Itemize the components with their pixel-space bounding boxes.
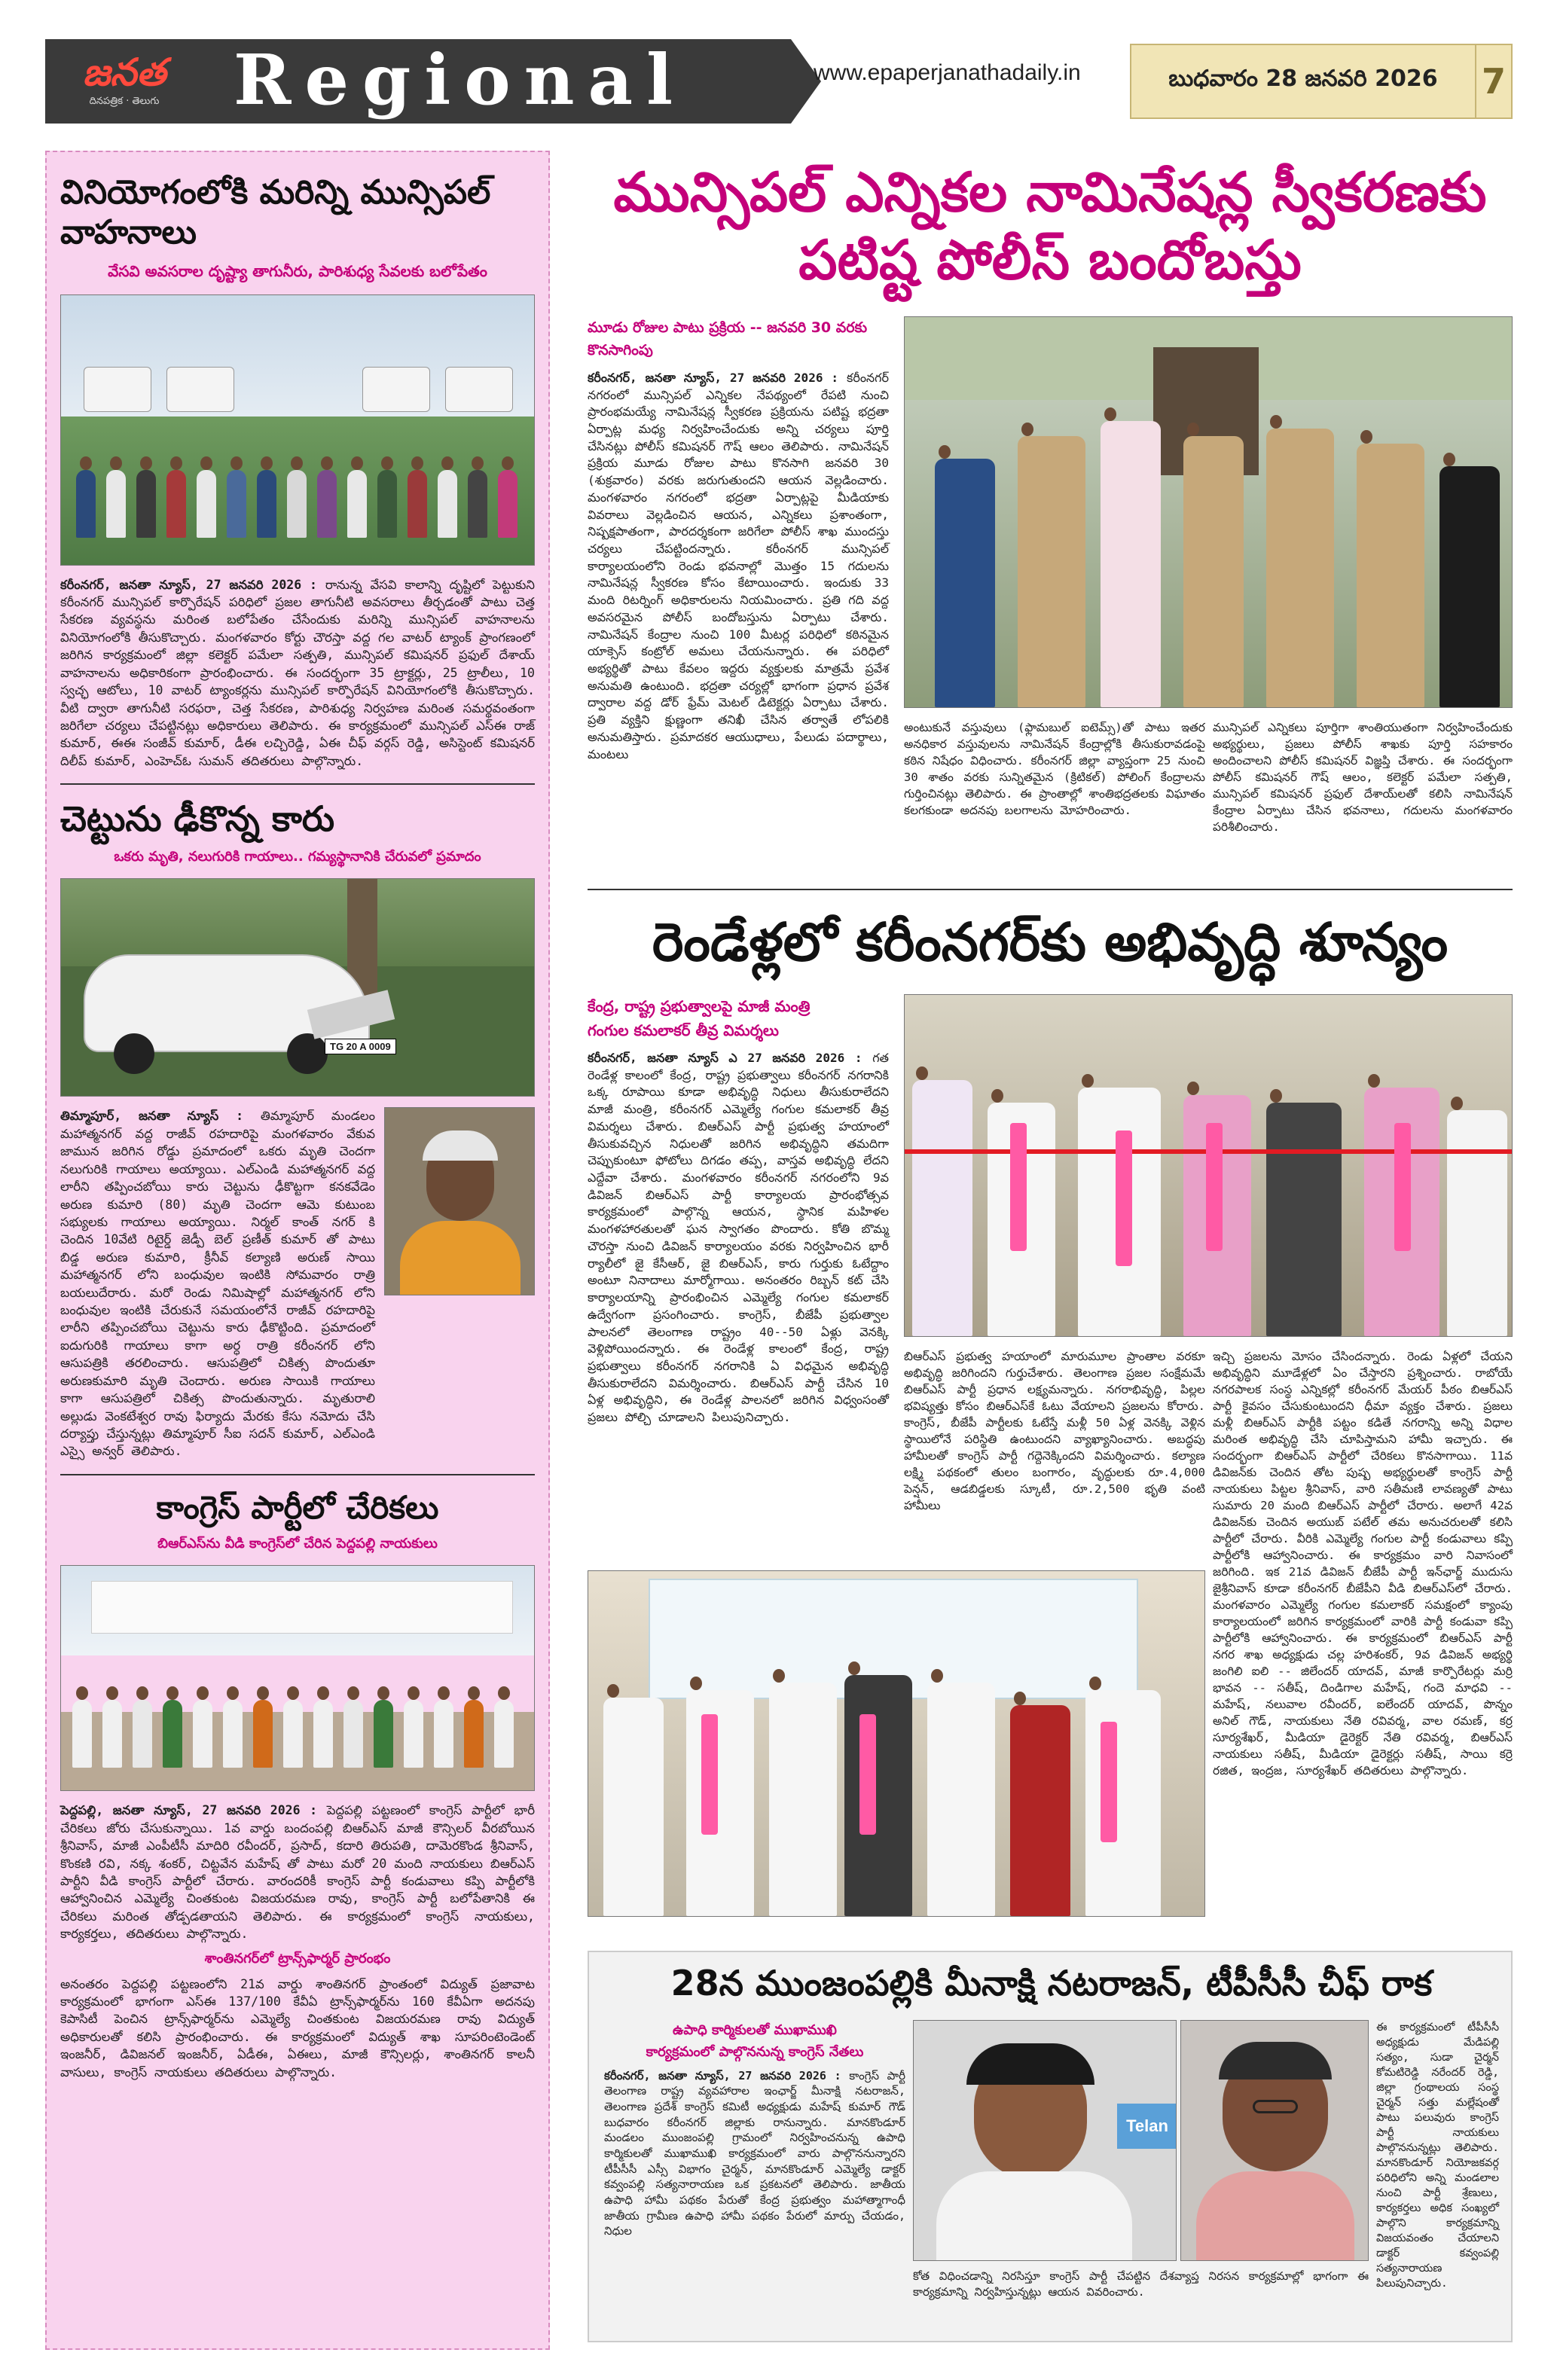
lead-column-1	[588, 316, 889, 763]
story2-headline[interactable]: చెట్టును ఢీకొన్న కారు	[60, 798, 335, 840]
story6-text-col1: కాంగ్రెస్ పార్టీ తెలంగాణ రాష్ట్ర వ్యవహారాల ఇంఛార్జ్ మీనాక్షి నటరాజన్, తెలంగాణ ప్రదేశ్ కాంగ్రెస్ కమిటీ అధ్యక్షుడు మహేష్ కుమార్ గౌడ్ బుధవారం కరీంనగర్ జిల్లాకు రానున్నారు. మానకొండూర్ మండలం ముంజంపల్లి గ్రామంలో నిర్వహించనున్న ఉపాధి కార్మికులతో ముఖాముఖి కార్యక్రమంలో వారు పాల్గొననున్నారని టీపీసీసీ ఎస్సీ విభాగం చైర్మన్, మానకొండూర్ ఎమ్మెల్యే డాక్టర్ కవ్వంపల్లి సత్యనారాయణ ఒక ప్రకటనలో తెలిపారు. జాతీయ ఉపాధి హామీ పథకం పేరుతో కేంద్ర ప్రభుత్వం మహాత్మాగాంధీ జాతీయ గ్రామీణ ఉపాధి హామీ పథకం పేరులో మార్పు చేయడం, నిధుల	[604, 2068, 905, 2238]
epaper-url-link[interactable]: www.epaperjanathadaily.in	[814, 60, 1081, 85]
story6-leader-photo-1	[913, 2020, 1177, 2261]
story6-body-col1	[604, 2068, 905, 2240]
issue-date: బుధవారం 28 జనవరి 2026	[1130, 44, 1476, 119]
story1-text: రానున్న వేసవి కాలాన్ని దృష్టిలో పెట్టుకుని కరీంనగర్ మున్సిపల్ కార్పొరేషన్ పరిధిలో ప్రజల తాగునీటి అవసరాలు తీర్చడంతో పాటు చెత్త సేకరణ వ్యవస్థను మరింత బలోపేతం చేసేందుకు మరిన్ని మున్సిపల్ వాహనాలను వినియోగంలోకి తీసుకొచ్చారు. మంగళవారం కోర్టు చౌరస్తా వద్ద గల వాటర్ ట్యాంక్ ప్రాంగణంలో జరిగిన కార్యక్రమంలో జిల్లా కలెక్టర్ పమేలా సత్పతి, మున్సిపల్ కమిషనర్ ప్రఫుల్ దేశాయ్ వాహనాలను అధికారికంగా ప్రారంభించారు. ఈ సందర్భంగా 35 ట్రాక్టర్లు, 25 ట్రాలీలు, 10 స్వచ్ఛ ఆటోలు, 10 వాటర్ ట్యాంకర్లను మున్సిపల్ కార్పొరేషన్ వినియోగంలోకి తీసుకొచ్చారు. వీటి ద్వారా తాగునీటి సరఫరా, చెత్త సేకరణ, పారిశుధ్య నిర్వహణ మరింత సమర్థవంతంగా జరిగేలా చర్యలు చేపట్టినట్లు అధికారులు తెలిపారు. ఈ కార్యక్రమంలో మున్సిపల్ ఎస్ఈ రాజ్ కుమార్, ఈఈ సంజీవ్ కుమార్, డీఈ లచ్చిరెడ్డి, ఏఈ చీఫ్ వర్గస్ రెడ్డి, అసిస్టెంట్ కమిషనర్ దిలీప్ కుమార్, ఎంహెచ్ఓ సుమన్ తదితరులు పాల్గొన్నారు.	[60, 577, 536, 768]
story1-vehicles-photo	[60, 294, 535, 566]
lead-body-col2: అంటుకునే వస్తువులు (ఫ్లామబుల్ ఐటెమ్స్)తో పాటు ఇతర అనధికార వస్తువులను నామినేషన్ కేంద్రాల్లోకి తీసుకురావడంపై కఠిన నిషేధం విధించారు. కరీంనగర్ జిల్లా వ్యాప్తంగా 25 నుంచి 30 శాతం వరకు సున్నితమైన (క్రిటికల్) పోలింగ్ కేంద్రాలను గుర్తించినట్లు తెలిపారు. ఈ ప్రాంతాల్లో శాంతిభద్రతలకు విఘాతం కలగకుండా అదనపు బలగాలను మోహరించారు.	[904, 721, 1205, 817]
logo-wordmark: జనత	[82, 50, 166, 94]
story3-body	[60, 1802, 535, 1942]
lead-text-col1: కరీంనగర్ నగరంలో మున్సిపల్ ఎన్నికల నేపథ్యంలో రేపటి నుంచి ప్రారంభమయ్యే నామినేషన్ల స్వీకరణ ప్రక్రియను పటిష్ట భద్రతా ఏర్పాట్ల మధ్య నిర్వహించేందుకు అన్ని చర్యలు పూర్తి చేసినట్లు పోలీస్ కమిషనర్ గౌష్ ఆలం తెలిపారు. నామినేషన్ ప్రక్రియ మూడు రోజుల పాటు కొనసాగి జనవరి 30 (శుక్రవారం) వరకు జరుగుతుందని ఆయన వెల్లడించారు. మంగళవారం నగరంలో భద్రతా ఏర్పాట్లపై మీడియాకు వివరాలు వెల్లడించిన ఆయన, ఎన్నికలు ప్రశాంతంగా, నిష్పక్షపాతంగా, పారదర్శకంగా జరిగేలా పోలీస్ శాఖ ముందస్తు చర్యలు చేపట్టిందన్నారు. కరీంనగర్ మున్సిపల్ కార్యాలయంలోని రెండు భవనాల్లో మొత్తం 15 గదులను నామినేషన్ల స్వీకరణ కోసం కేటాయించారు. ఇందుకు 33 మంది రిటర్నింగ్ అధికారులను నియమించారు. ప్రతి గది వద్ద అవసరమైన పోలీస్ బందోబస్తును ఏర్పాటు చేశారు. నామినేషన్ కేంద్రాల నుంచి 100 మీటర్ల పరిధిలో కఠినమైన యాక్సెస్ కంట్రోల్ అమలు చేయనున్నారు. ఈ పరిధిలో అభ్యర్థితో పాటు కేవలం ఇద్దరు వ్యక్తులకు మాత్రమే ప్రవేశ అనుమతి ఉంటుంది. భద్రతా చర్యల్లో భాగంగా ప్రధాన ప్రవేశ ద్వారాల వద్ద డోర్ ఫ్రేమ్ మెటల్ డిటెక్టర్లు ఏర్పాటు చేశారు. ప్రతి వ్యక్తిని క్షుణ్ణంగా తనిఖీ చేసిన తర్వాతే లోపలికి అనుమతిస్తారు. ప్రమాదకర ఆయుధాలు, పేలుడు పదార్థాలు, మంటలు	[588, 370, 889, 761]
story5-ribbon-cutting-photo	[904, 994, 1513, 1337]
story6-headline[interactable]: 28న ముంజంపల్లికి మీనాక్షి నటరాజన్, టీపీసీసీ చీఫ్ రాక	[670, 1963, 1433, 2003]
story5-subhead1: కేంద్ర, రాష్ట్ర ప్రభుత్వాలపై మాజీ మంత్రి	[588, 997, 811, 1015]
lead-dateline: కరీంనగర్, జనతా న్యూస్, 27 జనవరి 2026 :	[588, 370, 839, 385]
story6-leader-photo-2	[1180, 2020, 1369, 2261]
lead-police-photo	[904, 316, 1513, 708]
story1-subhead: వేసవి అవసరాల దృష్ట్యా తాగునీరు, పారిశుధ్య సేవలకు బలోపేతం	[108, 261, 487, 280]
story3-dateline: పెద్దపల్లి, జనతా న్యూస్, 27 జనవరి 2026 :	[60, 1803, 318, 1818]
story5-text-col1: గత రెండేళ్ల కాలంలో కేంద్ర, రాష్ట్ర ప్రభుత్వాలు కరీంనగర్ నగరానికి ఒక్క రూపాయి కూడా అభివృద్ధి నిధులు తీసుకురాలేదని మాజీ మంత్రి, కరీంనగర్ ఎమ్మెల్యే గంగుల కమలాకర్ తీవ్ర విమర్శలు చేశారు. బిఆర్ఎస్ పార్టీ ప్రభుత్వ హయాంలో తీసుకువచ్చిన నిధులతో జరిగిన అభివృద్ధిని తమదిగా చెప్పుకుంటూ ఫోటోలు దిగడం తప్ప, వాస్తవ అభివృద్ధి లేదని ఎద్దేవా చేశారు. మంగళవారం కరీంనగర్ నగరంలోని 9వ డివిజన్ బిఆర్ఎస్ పార్టీ కార్యాలయ ప్రారంభోత్సవ కార్యక్రమంలో పాల్గొన్న ఆయన, స్థానిక మహిళల మంగళహారతులతో ఘన స్వాగతం పొందారు. కోతి బొమ్మ చౌరస్తా నుంచి డివిజన్ కార్యాలయం వరకు నిర్వహించిన భారీ ర్యాలీలో జై కేసీఆర్, జై బిఆర్ఎస్, కారు గుర్తుకు ఓటేద్దాం అంటూ నినాదాలు మార్మోగాయి. అనంతరం రిబ్బన్ కట్ చేసి కార్యాలయాన్ని ప్రారంభించిన ఎమ్మెల్యే గంగుల కమలాకర్ ఉద్వేగంగా ప్రసంగించారు. కాంగ్రెస్, బీజేపీ ప్రభుత్వాల పాలనలో తెలంగాణ రాష్ట్రం 40--50 ఏళ్లు వెనక్కి వెళ్లిపోయిందన్నారు. ఈ రెండేళ్ల కాలంలో కేంద్ర, రాష్ట్ర ప్రభుత్వాలు కరీంనగర్ నగరానికి ఏ విధమైన అభివృద్ధి తీసుకురాలేదని విమర్శించారు. బిఆర్ఎస్ పార్టీ చేసిన 10 ఏళ్ల అభివృద్ధిని, ఈ రెండేళ్ల పాలనలో జరిగిన విధ్వంసంతో ప్రజలు పోల్చి చూడాలని పిలుపునిచ్చారు.	[588, 1051, 889, 1425]
lead-headline[interactable]: మున్సిపల్ ఎన్నికల నామినేషన్ల స్వీకరణకు పటిష్ట పోలీస్ బందోబస్తు	[613, 160, 1487, 291]
story5-body-col3: ఇచ్చి ప్రజలను మోసం చేసిందన్నారు. రెండు ఏళ్లలో చేయని అభివృద్ధిని మూడేళ్లలో ఏం చేస్తారని ప్రశ్నించారు. రాబోయే నగరపాలక సంస్థ ఎన్నికల్లో కరీంనగర్ మేయర్ పీఠం బిఆర్ఎస్ పార్టీ కైవసం చేసుకుంటుందని ధీమా వ్యక్తం చేశారు. ప్రజలు మళ్లీ బిఆర్ఎస్ పార్టీకి పట్టం కడితే నగరాన్ని అన్ని విధాల మరింత అభివృద్ధి చేసి చూపిస్తామని హామీ ఇచ్చారు. ఈ సందర్భంగా బిఆర్ఎస్ పార్టీలో చేరికలు కొనసాగాయి. 11వ డివిజన్‌కు చెందిన తోట పుష్ప అభ్యర్థులతో కాంగ్రెస్ పార్టీ నాయకులు పిట్టల శ్రీనివాస్, వారి సతీమణి లావణ్యతో పాటు సుమారు 20 మంది బిఆర్ఎస్ పార్టీలో చేరారు. అలాగే 42వ డివిజన్‌కు చెందిన అయుబ్ పటేల్ తమ అనుచరులతో కలిసి పార్టీలో చేరారు. వీరికి ఎమ్మెల్యే గంగుల పార్టీ కండువాలు కప్పి పార్టీలోకి ఆహ్వానించారు. ఈ కార్యక్రమం వారి నివాసంలో జరిగింది. ఇక 21వ డివిజన్ బీజేపీ పార్టీ ఇన్‌ఛార్జ్ ముదుసు జైశ్రీనివాస్ కూడా కరీంనగర్ బీజేపీని వీడి బిఆర్ఎస్‌లో చేరారు. మంగళవారం ఎమ్మెల్యే గంగుల కమలాకర్ సమక్షంలో క్యాంపు కార్యాలయంలో జరిగిన కార్యక్రమంలో వారికి పార్టీ కండువా కప్పి పార్టీలోకి ఆహ్వానించారు. ఈ కార్యక్రమంలో బిఆర్ఎస్ పార్టీ నగర శాఖ అధ్యక్షుడు చల్ల హరిశంకర్, 9వ డివిజన్ అభ్యర్థి జంగిలి ఐలి -- జిలేందర్ యాదవ్, మాజీ కార్పొరేటర్లు మర్రి భావన -- సతీష్, దిండిగాల మహేష్, గందె మాధవి -- మహేష్, నలువాల రవీందర్, ఐలేందర్ యాదవ్, పొన్నం అనిల్ గౌడ్, నాయకులు నేతి రవివర్మ, వాల రమణ్, కర్ర సూర్యశేఖర్, మీడియా డైరెక్టర్ నేతి రవివర్మ, బిఆర్ఎస్ నాయకులు సతీష్, మీడియా డైరెక్టర్లు సతీష్, సాయి కర్రె రజిత, ఇంద్రజ, సూర్యశేఖర్ తదితరులు పాల్గొన్నారు.	[1213, 1350, 1513, 1777]
story6-dateline: కరీంనగర్, జనతా న్యూస్, 27 జనవరి 2026 :	[604, 2068, 841, 2082]
story5-joining-photo	[588, 1570, 1205, 1917]
divider	[60, 783, 535, 785]
lead-body-col3: మున్సిపల్ ఎన్నికలు పూర్తిగా శాంతియుతంగా నిర్వహించేందుకు అభ్యర్థులు, ప్రజలు పోలీస్ శాఖకు పూర్తి సహకారం అందించాలని పోలీస్ కమిషనర్ విజ్ఞప్తి చేశారు. ఈ సందర్భంగా పోలీస్ కమిషనర్ గౌష్ ఆలం, కలెక్టర్ పమేలా సత్పతి, మున్సిపల్ కమిషనర్ ప్రఫుల్ దేశాయ్‌లతో కలిసి నామినేషన్ కేంద్రాల ఏర్పాటు చేసిన భవనాలు, గదులను మంగళవారం పరిశీలించారు.	[1213, 721, 1513, 834]
vehicle-number-plate: TG 20 A 0009	[325, 1039, 396, 1054]
story5-headline[interactable]: రెండేళ్లలో కరీంనగర్‌కు అభివృద్ధి శూన్యం	[652, 911, 1449, 973]
page-number: 7	[1476, 44, 1513, 119]
story2-car-crash-photo	[60, 878, 535, 1097]
story3-body2: అనంతరం పెద్దపల్లి పట్టణంలోని 21వ వార్డు శాంతినగర్ ప్రాంతంలో విద్యుత్ ప్రజావాట కార్యక్రమంలో భాగంగా ఎస్ఈ 137/100 కేవీఏ ట్రాన్స్‌ఫార్మర్‌ను 160 కేవీఏగా అదనపు కెపాసిటీ పెంచిన ట్రాన్స్‌ఫార్మర్‌ను ఎమ్మెల్యే చింతకుంట విజయరమణ రావు విద్యుత్ అధికారులతో కలిసి ప్రారంభించారు. ఈ కార్యక్రమంలో విద్యుత్ శాఖ సూపరింటెండెంట్ ఇంజనీర్, డివిజనల్ ఇంజనీర్, ఏడీఈ, ఏఈలు, మాజీ కౌన్సిలర్లు, శాంతినగర్ కాలనీ వాసులు, కాంగ్రెస్ నాయకులు తదితరులు పాల్గొన్నారు.	[60, 1976, 535, 2079]
story6-body-col2: కోత విధించడాన్ని నిరసిస్తూ కాంగ్రెస్ పార్టీ చేపట్టిన దేశవ్యాప్త నిరసన కార్యక్రమాల్లో భాగంగా ఈ కార్యక్రమాన్ని నిర్వహిస్తున్నట్లు ఆయన వివరించారు.	[913, 2269, 1369, 2299]
story2-subhead: ఒకరు మృతి, నలుగురికి గాయాలు.. గమ్యస్థానానికి చేరువలో ప్రమాదం	[114, 849, 481, 865]
lead-body-col1	[588, 370, 889, 764]
logo-tagline: దినపత్రిక · తెలుగు	[89, 96, 160, 107]
story6-body-col3: ఈ కార్యక్రమంలో టీపీసీసీ అధ్యక్షుడు మేడిపల్లి సత్యం, సుడా చైర్మన్ కోమటిరెడ్డి నరేందర్ రెడ్డి, జిల్లా గ్రంథాలయ సంస్థ చైర్మన్ సత్తు మల్లేషంతో పాటు పలువురు కాంగ్రెస్ పార్టీ నాయకులు పాల్గొననున్నట్లు తెలిపారు. మానకొండూర్ నియోజకవర్గ పరిధిలోని అన్ని మండలాల నుంచి పార్టీ శ్రేణులు, కార్యకర్తలు అధిక సంఖ్యలో పాల్గొని కార్యక్రమాన్ని విజయవంతం చేయాలని డాక్టర్ కవ్వంపల్లి సత్యనారాయణ పిలుపునిచ్చారు.	[1376, 2021, 1499, 2290]
story5-body-col1	[588, 1050, 889, 1426]
lead-subhead: మూడు రోజుల పాటు ప్రక్రియ -- జనవరి 30 వరకు కొనసాగింపు	[588, 319, 868, 359]
section-title: Regional	[234, 39, 687, 121]
story6-box	[588, 1951, 1513, 2342]
story5-body-col2: బిఆర్ఎస్ ప్రభుత్వ హయాంలో మారుమూల ప్రాంతాల వరకూ అభివృద్ధి జరిగిందని గుర్తుచేశారు. తెలంగాణ ప్రజల సంక్షేమమే బిఆర్ఎస్ పార్టీ ప్రధాన లక్ష్యమన్నారు. నగరాభివృద్ధి, పిల్లల భవిష్యత్తు కోసం బిఆర్ఎస్‌కే ఓటు వేయాలని ప్రజలను కోరారు. కాంగ్రెస్, బీజేపీ పార్టీలకు ఓటేస్తే మళ్లీ 50 ఏళ్ల వెనక్కి వెళ్లిన స్థాయిలోనే పరిస్థితి ఉంటుందని వ్యాఖ్యానించారు. అబద్ధపు హామీలతో కాంగ్రెస్ పార్టీ గద్దెనెక్కిందని విమర్శించారు. కల్యాణ లక్ష్మి పథకంలో తులం బంగారం, వృద్ధులకు రూ.4,000 పెన్షన్, ఆడబిడ్డలకు స్కూటీ, రూ.2,500 భృతి వంటి హామీలు	[904, 1350, 1205, 1512]
story5-dateline: కరీంనగర్, జనతా న్యూస్ ఎ 27 జనవరి 2026 :	[588, 1051, 862, 1065]
divider	[588, 889, 1513, 890]
story6-subhead2: కార్యక్రమంలో పాల్గొననున్న కాంగ్రెస్ నేతలు	[646, 2043, 864, 2060]
story3-headline[interactable]: కాంగ్రెస్ పార్టీలో చేరికలు	[156, 1488, 439, 1526]
story6-subhead1: ఉపాధి కార్మికులతో ముఖాముఖి	[673, 2022, 837, 2038]
story2-body-top	[60, 1107, 375, 1460]
masthead	[45, 39, 1513, 124]
story2-dateline: తిమ్మాపూర్, జనతా న్యూస్ :	[60, 1109, 244, 1124]
story3-subhead2: శాంతినగర్‌లో ట్రాన్స్‌ఫార్మర్ ప్రారంభం	[204, 1950, 391, 1967]
story3-joining-photo	[60, 1565, 535, 1791]
story2-text: తిమ్మాపూర్ మండలం మహాత్మనగర్ వద్ద రాజీవ్ రహదారిపై మంగళవారం వేకువ జామున జరిగిన రోడ్డు ప్రమాదంలో ఒకరు మృతి చెందగా నలుగురికి గాయాలు అయ్యాయి. ఎల్ఎండి మహాత్మనగర్ వద్ద లారీని తప్పించబోయి కారు చెట్టును ఢీకొట్టగా కనకవేడెం అరుణ కుమారి (80) మృతి చెందగా ఆమె కుటుంబ సభ్యులకు గాయాలు అయ్యాయి. నిర్మల్ కాంత్ నగర్ కి చెందిన 10వేటి రిటైర్డ్ జెడ్పీ బెల్ ప్రణీత్ కుమార్ తో పాటు బిడ్డ అరుణ కుమారి, క్రీనీవ్ కల్యాణి అరుణ్ సాయి మహాత్మనగర్ లోని బంధువుల ఇంటికి సోమవారం రాత్రి బయలుదేరారు. మరో రెండు నిమిషాల్లో మహాత్మనగర్ లోని బంధువుల ఇంటికి చేరుకునే సమయంలోనే రాజీవ్ రహదారిపై లారీని తప్పించబోయి చెట్టును కారు ఢీకొట్టింది. ప్రమాదంలో ఐదుగురికి గాయాలు కాగా అర్ధ రాత్రి కరీంనగర్ లోని ఆసుపత్రికి తరలించారు. ఆసుపత్రిలో చికిత్స పొందుతూ అరుణకుమారి మృతి చెందారు. అరుణ సాయికి గాయాలు కాగా ఆసుపత్రిలో చికిత్స పొందుతున్నారు. మృతురాలి అల్లుడు వెంకటేశ్వర రావు ఫిర్యాదు మేరకు కేసు నమోదు చేసి దర్యాప్తు చేస్తున్నట్లు తిమ్మాపూర్ సీఐ సదన్ కుమార్, ఎల్ఎండి ఎస్సై అన్వర్ తెలిపారు.	[60, 1109, 375, 1459]
newspaper-logo[interactable]	[45, 39, 203, 124]
left-sidebar-column	[45, 151, 550, 2350]
story3-text: పెద్దపల్లి పట్టణంలో కాంగ్రెస్ పార్టీలో భారీ చేరికలు జోరు చేసుకున్నాయి. 1వ వార్డు బందంపల్లి బిఆర్ఎస్ మాజీ కౌన్సిలర్ వీరబోయిన శ్రీనివాస్, మాజీ ఎంపీటీసీ మాదిరి రవీందర్, ప్రసాద్, కదారి తిరుపతి, దామెరకొండ శ్రీనివాస్, కొంకణి రవి, నక్క శంకర్, చిట్టవేన మహేష్ తో పాటు మరో 20 మంది నాయకులు బిఆర్ఎస్ పార్టీని వీడి కాంగ్రెస్ పార్టీలో చేరారు. వారందరికీ కాంగ్రెస్ పార్టీ కండువాలు కప్పి పార్టీలోకి ఆహ్వానించిన ఎమ్మెల్యే చింతకుంట విజయరమణ రావు, కాంగ్రెస్ పార్టీ బలోపేతానికి ఈ చేరికలు మరింత తోడ్పడతాయని తెలిపారు. ఈ కార్యక్రమంలో కాంగ్రెస్ నాయకులు, కార్యకర్తలు, తదితరులు పాల్గొన్నారు.	[60, 1803, 535, 1942]
section-band	[203, 39, 791, 124]
story2-victim-portrait	[384, 1107, 535, 1295]
story5-subhead2: గంగుల కమలాకర్ తీవ్ర విమర్శలు	[588, 1021, 779, 1039]
story1-body	[60, 576, 535, 770]
story1-dateline: కరీంనగర్, జనతా న్యూస్, 27 జనవరి 2026 :	[60, 577, 317, 592]
divider	[60, 1474, 535, 1475]
story5-column-1	[588, 994, 889, 1426]
story3-subhead: బిఆర్ఎస్‌ను వీడి కాంగ్రెస్‌లో చేరిన పెద్దపల్లి నాయకులు	[157, 1536, 438, 1552]
photo-backdrop-text: Telan	[1117, 2104, 1177, 2149]
story1-headline[interactable]: వినియోగంలోకి మరిన్ని మున్సిపల్ వాహనాలు	[60, 173, 491, 252]
story6-column-1	[604, 2020, 905, 2239]
